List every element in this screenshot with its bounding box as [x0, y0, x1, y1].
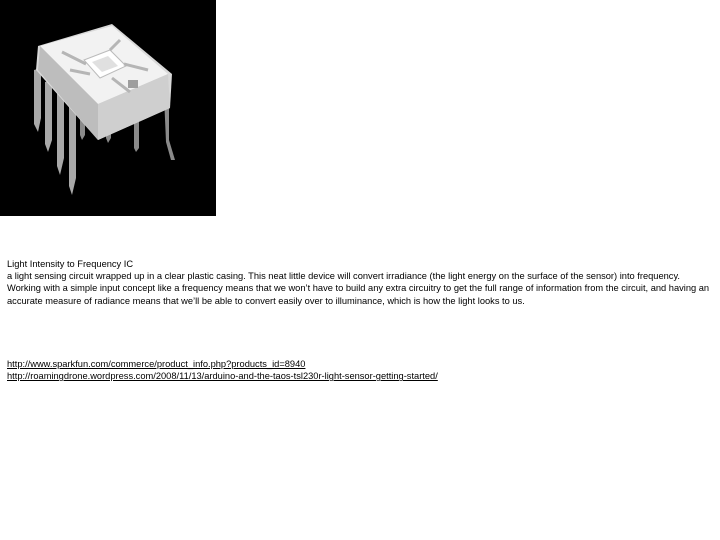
description-block	[7, 258, 713, 307]
link-sparkfun[interactable]: http://www.sparkfun.com/commerce/product_info.php?products_id=8940	[7, 359, 306, 369]
chip-photo	[0, 0, 216, 216]
links-list	[7, 358, 713, 382]
description-text: a light sensing circuit wrapped up in a clear plastic casing. This neat little device will convert irradiance (the light energy on the surface of the sensor) into frequency. Working with a simple input concept like a frequency means that we won’t have to build any extra circuitry to get the full range of information from the circuit, and having an accurate measure of radiance means that we’ll be able to convert easily over to illuminance, which is how the light looks to us.	[7, 271, 710, 306]
link-roamingdrone[interactable]: http://roamingdrone.wordpress.com/2008/11/13/arduino-and-the-taos-tsl230r-light-sensor-getting-started/	[7, 371, 438, 382]
page-title: Light Intensity to Frequency IC	[7, 259, 134, 269]
ic-chip-icon	[0, 0, 216, 216]
